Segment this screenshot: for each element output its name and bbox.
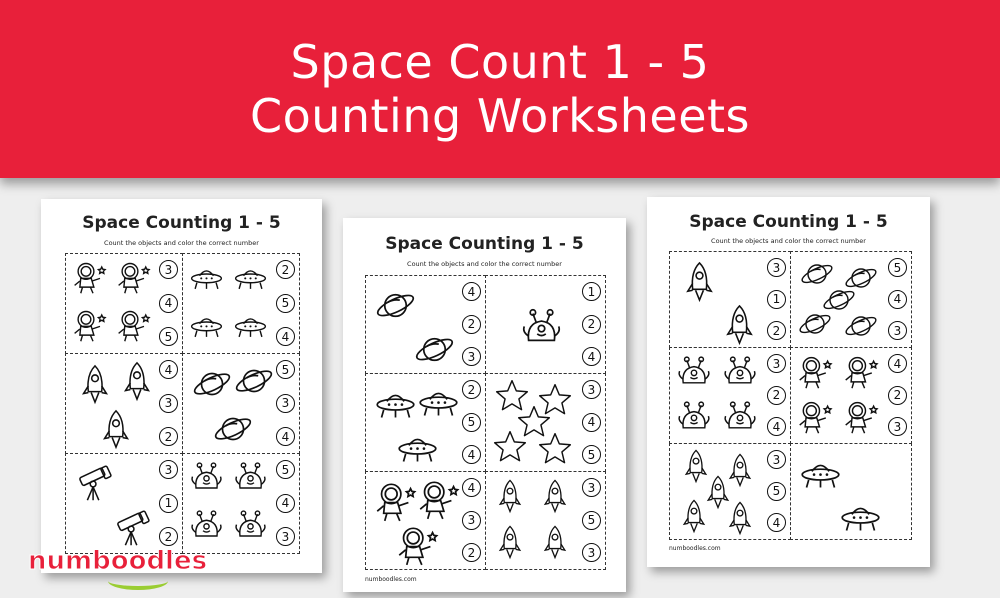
- number-circle[interactable]: 4: [888, 290, 907, 309]
- number-circle[interactable]: 5: [888, 258, 907, 277]
- number-circle[interactable]: 4: [582, 347, 601, 366]
- worksheet-footer-url: numboodles.com: [669, 545, 721, 552]
- answer-options: [582, 282, 601, 366]
- planet-icon: [233, 360, 275, 406]
- planet-icon: [797, 306, 833, 346]
- counting-cell: [65, 353, 183, 454]
- number-circle[interactable]: 1: [159, 494, 178, 513]
- counting-cell: [669, 251, 791, 348]
- worksheet-instructions: Count the objects and color the correct number: [104, 239, 259, 247]
- number-circle[interactable]: 4: [159, 360, 178, 379]
- rocket-icon: [537, 524, 573, 564]
- alien-icon: [189, 460, 224, 499]
- banner-title-line-1: Space Count 1 - 5: [290, 35, 710, 89]
- counting-pictures: [370, 280, 456, 368]
- number-circle[interactable]: 4: [888, 354, 907, 373]
- number-circle[interactable]: 1: [582, 282, 601, 301]
- counting-cell: [790, 251, 912, 348]
- astronaut-icon: [72, 260, 107, 299]
- counting-cell: [365, 373, 486, 472]
- counting-cell: [669, 347, 791, 444]
- planet-icon: [191, 363, 233, 409]
- counting-pictures: [187, 358, 270, 448]
- worksheet-title: Space Counting 1 - 5: [82, 213, 281, 233]
- astronaut-icon: [72, 308, 107, 347]
- rocket-icon: [492, 478, 528, 518]
- number-circle[interactable]: 4: [462, 445, 481, 464]
- ufo-icon: [189, 260, 224, 299]
- astronaut-icon: [374, 480, 417, 527]
- number-circle[interactable]: 2: [888, 386, 907, 405]
- counting-pictures: [490, 476, 576, 564]
- planet-icon: [374, 284, 417, 331]
- counting-cell: [365, 471, 486, 570]
- number-circle[interactable]: 3: [276, 527, 295, 546]
- number-circle[interactable]: 3: [767, 450, 786, 469]
- ufo-icon: [233, 260, 268, 299]
- astronaut-icon: [396, 524, 439, 571]
- alien-icon: [520, 306, 563, 353]
- number-circle[interactable]: 5: [159, 327, 178, 346]
- ufo-icon: [839, 495, 882, 542]
- counting-cell: [65, 453, 183, 554]
- title-banner: [0, 0, 1000, 178]
- number-circle[interactable]: 3: [888, 417, 907, 436]
- counting-cell: [182, 353, 300, 454]
- number-circle[interactable]: 3: [462, 347, 481, 366]
- rocket-icon: [722, 500, 758, 540]
- answer-options: [767, 354, 786, 436]
- astronaut-icon: [797, 399, 833, 439]
- planet-icon: [413, 328, 456, 375]
- rocket-icon: [95, 408, 137, 454]
- rocket-icon: [676, 498, 712, 538]
- alien-icon: [233, 508, 268, 547]
- ufo-icon: [374, 382, 417, 429]
- counting-pictures: [187, 458, 270, 548]
- counting-pictures: [795, 256, 882, 342]
- answer-options: [582, 478, 601, 562]
- alien-icon: [676, 354, 712, 394]
- rocket-icon: [116, 360, 158, 406]
- rocket-icon: [537, 478, 573, 518]
- counting-cell: [182, 253, 300, 354]
- answer-options: [276, 260, 295, 346]
- number-circle[interactable]: 2: [462, 315, 481, 334]
- number-circle[interactable]: 5: [582, 511, 601, 530]
- counting-cell: [182, 453, 300, 554]
- counting-pictures: [70, 358, 153, 448]
- number-circle[interactable]: 4: [276, 327, 295, 346]
- ufo-icon: [799, 452, 842, 499]
- number-circle[interactable]: 3: [462, 511, 481, 530]
- astronaut-icon: [116, 308, 151, 347]
- counting-cell: [790, 443, 912, 540]
- star-icon: [492, 429, 528, 469]
- telescope-icon: [74, 463, 116, 509]
- number-circle[interactable]: 3: [159, 260, 178, 279]
- answer-options: [159, 260, 178, 346]
- counting-pictures: [795, 448, 882, 534]
- counting-pictures: [490, 378, 576, 466]
- ufo-icon: [417, 380, 460, 427]
- astronaut-icon: [843, 399, 879, 439]
- worksheet-2: [343, 218, 626, 592]
- number-circle[interactable]: 1: [767, 290, 786, 309]
- number-circle[interactable]: 4: [159, 294, 178, 313]
- number-circle[interactable]: 3: [888, 321, 907, 340]
- number-circle[interactable]: 3: [276, 394, 295, 413]
- number-circle[interactable]: 2: [276, 260, 295, 279]
- alien-icon: [722, 354, 758, 394]
- number-circle[interactable]: 5: [276, 294, 295, 313]
- number-circle[interactable]: 2: [159, 427, 178, 446]
- number-circle[interactable]: 4: [276, 427, 295, 446]
- answer-options: [888, 354, 907, 436]
- number-circle[interactable]: 2: [462, 543, 481, 562]
- number-circle[interactable]: 3: [767, 258, 786, 277]
- counting-pictures: [674, 256, 761, 342]
- planet-icon: [212, 408, 254, 454]
- counting-cell: [365, 275, 486, 374]
- number-circle[interactable]: 2: [767, 386, 786, 405]
- rocket-icon: [718, 303, 761, 350]
- number-circle[interactable]: 4: [767, 417, 786, 436]
- counting-pictures: [674, 352, 761, 438]
- number-circle[interactable]: 2: [159, 527, 178, 546]
- number-circle[interactable]: 2: [462, 380, 481, 399]
- number-circle[interactable]: 4: [462, 282, 481, 301]
- counting-pictures: [674, 448, 761, 534]
- counting-pictures: [187, 258, 270, 348]
- rocket-icon: [492, 524, 528, 564]
- counting-pictures: [795, 352, 882, 438]
- alien-icon: [676, 399, 712, 439]
- number-circle[interactable]: 2: [767, 321, 786, 340]
- ufo-icon: [233, 308, 268, 347]
- number-circle[interactable]: 3: [159, 394, 178, 413]
- astronaut-icon: [843, 354, 879, 394]
- answer-options: [276, 360, 295, 446]
- answer-options: [582, 380, 601, 464]
- astronaut-icon: [797, 354, 833, 394]
- worksheet-grid: [669, 251, 911, 539]
- worksheet-grid: [65, 253, 299, 553]
- counting-pictures: [490, 280, 576, 368]
- ufo-icon: [189, 308, 224, 347]
- number-circle[interactable]: 2: [582, 315, 601, 334]
- alien-icon: [722, 399, 758, 439]
- number-circle[interactable]: 3: [159, 460, 178, 479]
- answer-options: [767, 450, 786, 532]
- number-circle[interactable]: 3: [582, 380, 601, 399]
- banner-title-line-2: Counting Worksheets: [249, 89, 751, 143]
- worksheet-instructions: Count the objects and color the correct number: [711, 237, 866, 245]
- number-circle[interactable]: 4: [276, 494, 295, 513]
- alien-icon: [189, 508, 224, 547]
- answer-options: [767, 258, 786, 340]
- number-circle[interactable]: 3: [582, 478, 601, 497]
- counting-cell: [485, 471, 606, 570]
- answer-options: [276, 460, 295, 546]
- number-circle[interactable]: 5: [276, 360, 295, 379]
- counting-pictures: [370, 378, 456, 466]
- numboodles-logo: numboodles: [28, 546, 208, 576]
- star-icon: [537, 431, 573, 471]
- number-circle[interactable]: 4: [582, 413, 601, 432]
- answer-options: [159, 360, 178, 446]
- worksheet-3: [647, 197, 930, 567]
- number-circle[interactable]: 4: [462, 478, 481, 497]
- counting-cell: [790, 347, 912, 444]
- number-circle[interactable]: 3: [582, 543, 601, 562]
- rocket-icon: [74, 363, 116, 409]
- astronaut-icon: [417, 478, 460, 525]
- worksheet-grid: [365, 275, 605, 569]
- answer-options: [462, 478, 481, 562]
- rocket-icon: [678, 260, 721, 307]
- answer-options: [462, 380, 481, 464]
- alien-icon: [233, 460, 268, 499]
- counting-cell: [485, 373, 606, 472]
- logo-swoosh: [108, 572, 168, 590]
- worksheet-title: Space Counting 1 - 5: [689, 212, 888, 232]
- counting-pictures: [370, 476, 456, 564]
- astronaut-icon: [116, 260, 151, 299]
- counting-cell: [669, 443, 791, 540]
- number-circle[interactable]: 3: [767, 354, 786, 373]
- number-circle[interactable]: 5: [767, 482, 786, 501]
- worksheet-footer-url: numboodles.com: [365, 576, 417, 583]
- worksheet-instructions: Count the objects and color the correct number: [407, 260, 562, 268]
- counting-pictures: [70, 258, 153, 348]
- answer-options: [888, 258, 907, 340]
- number-circle[interactable]: 5: [582, 445, 601, 464]
- ufo-icon: [396, 426, 439, 473]
- worksheet-title: Space Counting 1 - 5: [385, 234, 584, 254]
- answer-options: [159, 460, 178, 546]
- counting-cell: [65, 253, 183, 354]
- number-circle[interactable]: 5: [462, 413, 481, 432]
- number-circle[interactable]: 5: [276, 460, 295, 479]
- worksheet-1: [41, 199, 322, 573]
- counting-cell: [485, 275, 606, 374]
- planet-icon: [843, 308, 879, 348]
- answer-options: [462, 282, 481, 366]
- number-circle[interactable]: 4: [767, 513, 786, 532]
- counting-pictures: [70, 458, 153, 548]
